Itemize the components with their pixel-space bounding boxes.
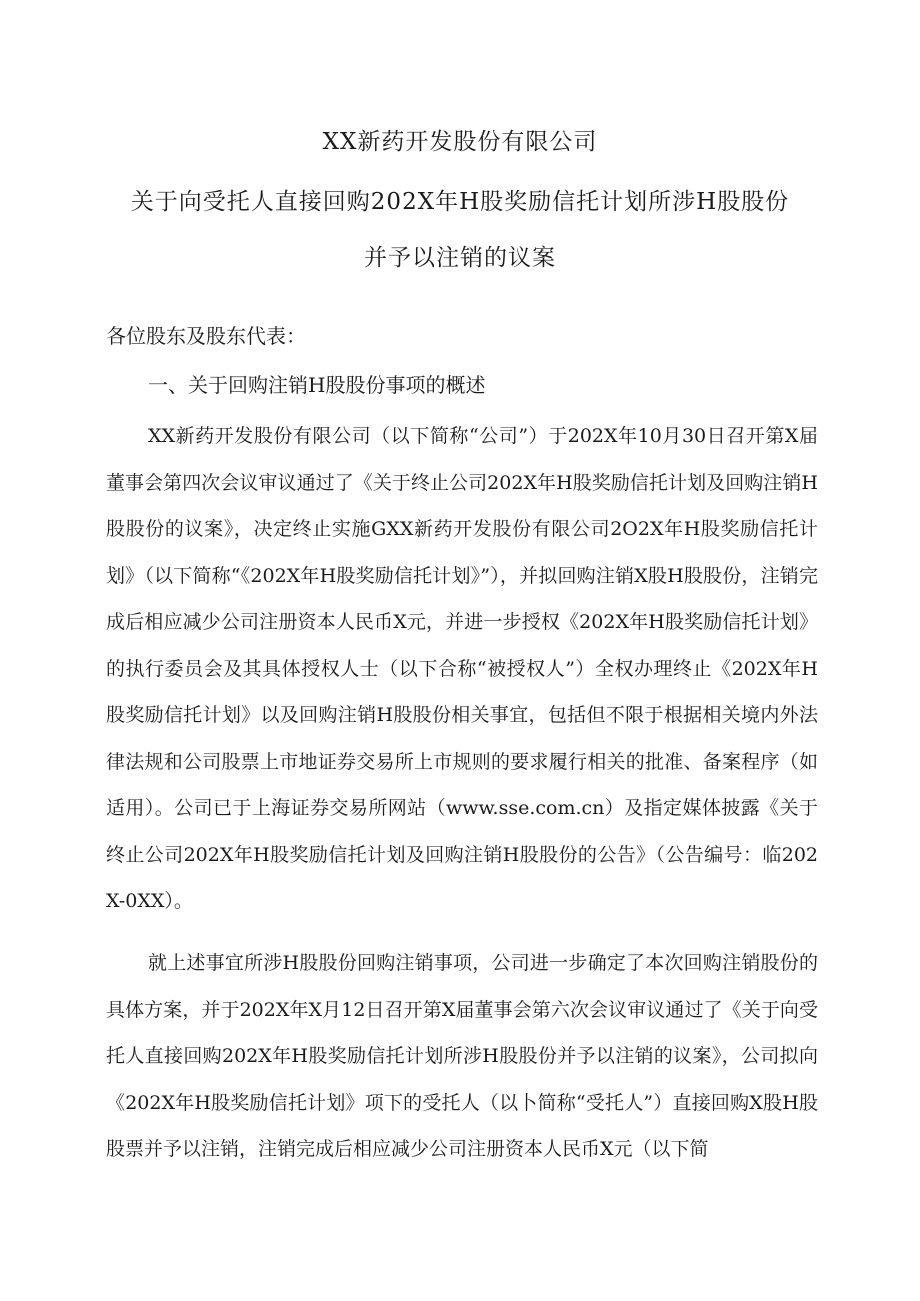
document-title	[0, 118, 920, 282]
title-company-name: XX新药开发股份有限公司	[322, 129, 598, 155]
section-heading: 一、关于回购注销H股股份事项的概述	[148, 373, 486, 397]
title-subject-line-1: 关于向受托人直接回购202X年H股奖励信托计划所涉H股股份	[130, 189, 790, 215]
body-paragraph: XX新药开发股份有限公司（以下简称“公司”）于202X年10月30日召开第X届董事会第四次会议审议通过了《关于终止公司202X年H股奖励信托计划及回购注销H股股份的议案》，决定终止实施GXX新药开发股份有限公司2O2X年H股奖励信托计划》（以下简称“《202X年H股奖励信托计划》”），并拟回购注销X股H股股份，注销完成后相应减少公司注册资本人民币X元，并进一步授权《202X年H股奖励信托计划》的执行委员会及其具体授权人士（以下合称“被授权人”）全权办理终止《202X年H股奖励信托计划》以及回购注销H股股份相关事宜，包括但不限于根据相关境内外法律法规和公司股票上市地证券交易所上市规则的要求履行相关的批准、备案程序（如适用）。公司已于上海证券交易所网站（www.sse.com.cn）及指定媒体披露《关于终止公司202X年H股奖励信托计划及回购注销H股股份的公告》（公告编号：临202X-0XX）。	[106, 425, 818, 912]
salutation: 各位股东及股东代表：	[106, 324, 306, 348]
title-subject-line-2: 并予以注销的议案	[364, 245, 556, 271]
body-paragraph: 就上述事宜所涉H股股份回购注销事项，公司进一步确定了本次回购注销股份的具体方案，并于202X年X月12日召开第X届董事会第六次会议审议通过了《关于向受托人直接回购202X年H股奖励信托计划所涉H股股份并予以注销的议案》，公司拟向《202X年H股奖励信托计划》项下的受托人（以卜简称“受托人”）直接回购X股H股股票并予以注销，注销完成后相应减少公司注册资本人民币X元（以下简	[106, 952, 818, 1160]
